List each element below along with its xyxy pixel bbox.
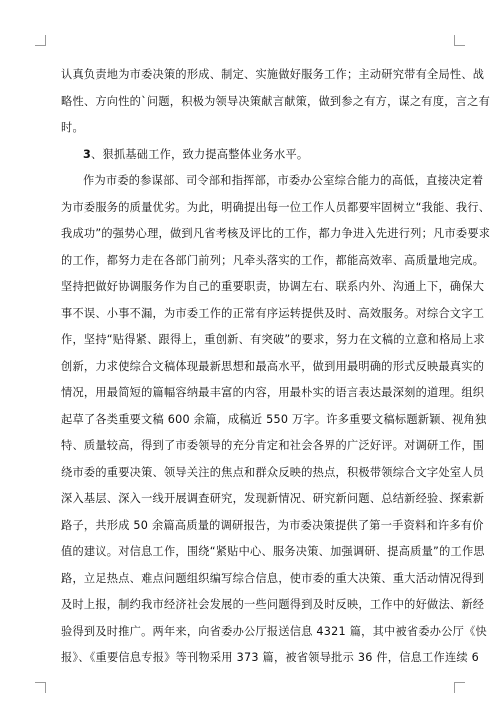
- text-line: 路子，共形成 50 余篇高质量的调研报告，为市委决策提供了第一手资料和许多有价: [61, 518, 484, 532]
- text-line: 为市委服务的质量优劣。为此，明确提出每一位工作人员都要牢固树立“我能、我行、: [61, 200, 491, 214]
- section-number: 3: [83, 147, 92, 161]
- crop-mark-bottom-right: [454, 682, 465, 693]
- text-line: 认真负责地为市委决策的形成、制定、实施做好服务工作；主动研究带有全局性、战: [61, 68, 485, 81]
- section-heading-text: 、狠抓基础工作，致力提高整体业务水平。: [91, 147, 309, 161]
- text-line: 事不误、小事不漏，为市委工作的正常有序运转提供及时、高效服务。对综合文字工: [61, 306, 485, 320]
- text-line: 值的建议。对信息工作，围绕“紧贴中心、服务决策、加强调研、提高质量”的工作思: [61, 545, 485, 558]
- text-line: 的工作，都努力走在各部门前列；凡牵头落实的工作，都能高效率、高质量地完成。: [61, 253, 485, 267]
- text-line: 时。: [61, 121, 84, 134]
- text-line: 绕市委的重要决策、领导关注的焦点和群众反映的热点，积极带领综合文字处室人员: [61, 465, 485, 479]
- text-line: [61, 698, 441, 707]
- text-line: [61, 672, 441, 699]
- text-line: 特、质量较高，得到了市委领导的充分肯定和社会各界的广泛好评。对调研工作，围: [61, 439, 485, 452]
- text-line: 报》、《重要信息专报》等刊物采用 373 篇，被省领导批示 36 件，信息工作连续 6: [61, 651, 480, 664]
- text-line: 略性、方向性的`问题，积极为领导决策献言献策，做到参之有方，谋之有度，言之有: [61, 94, 491, 108]
- text-line: 验得到及时推广。两年来，向省委办公厅报送信息 4321 篇，其中被省委办公厅《快: [61, 624, 487, 638]
- document-page: [61, 62, 491, 707]
- text-line: 我成功”的强势心理，做到凡省考核及评比的工作，都力争进入先进行列；凡市委要求: [61, 227, 491, 240]
- text-line: 路，立足热点、难点问题组织编写综合信息，使市委的重大决策、重大活动情况得到: [61, 571, 485, 585]
- crop-mark-bottom-left: [35, 682, 46, 693]
- text-line: 作，坚持“贴得紧、跟得上，重创新、有突破”的要求，努力在文稿的立意和格局上求: [61, 333, 485, 346]
- text-line: 起草了各类重要文稿 600 余篇，成稿近 550 万字。许多重要文稿标题新颖、视角独: [61, 412, 487, 426]
- section-heading: [61, 142, 441, 169]
- crop-mark-top-left: [35, 35, 46, 46]
- text-line: 深入基层、深入一线开展调查研究，发现新情况、研究新问题、总结新经验、探索新: [61, 492, 485, 505]
- crop-mark-top-right: [454, 35, 465, 46]
- text-line: 情况，用最简短的篇幅容纳最丰富的内容，用最朴实的语言表达最深刻的道理。组织: [61, 386, 485, 399]
- text-line: 坚持把做好协调服务作为自己的重要职责，协调左右、联系内外、沟通上下，确保大: [61, 280, 485, 293]
- text-line: 作为市委的参谋部、司令部和指挥部，市委办公室综合能力的高低，直接决定着: [83, 174, 484, 187]
- text-line: 及时上报，制约我市经济社会发展的一些问题得到及时反映，工作中的好做法、新经: [61, 598, 485, 611]
- text-line: 创新，力求使综合文稿体现最新思想和最高水平，做到用最明确的形式反映最真实的: [61, 359, 485, 373]
